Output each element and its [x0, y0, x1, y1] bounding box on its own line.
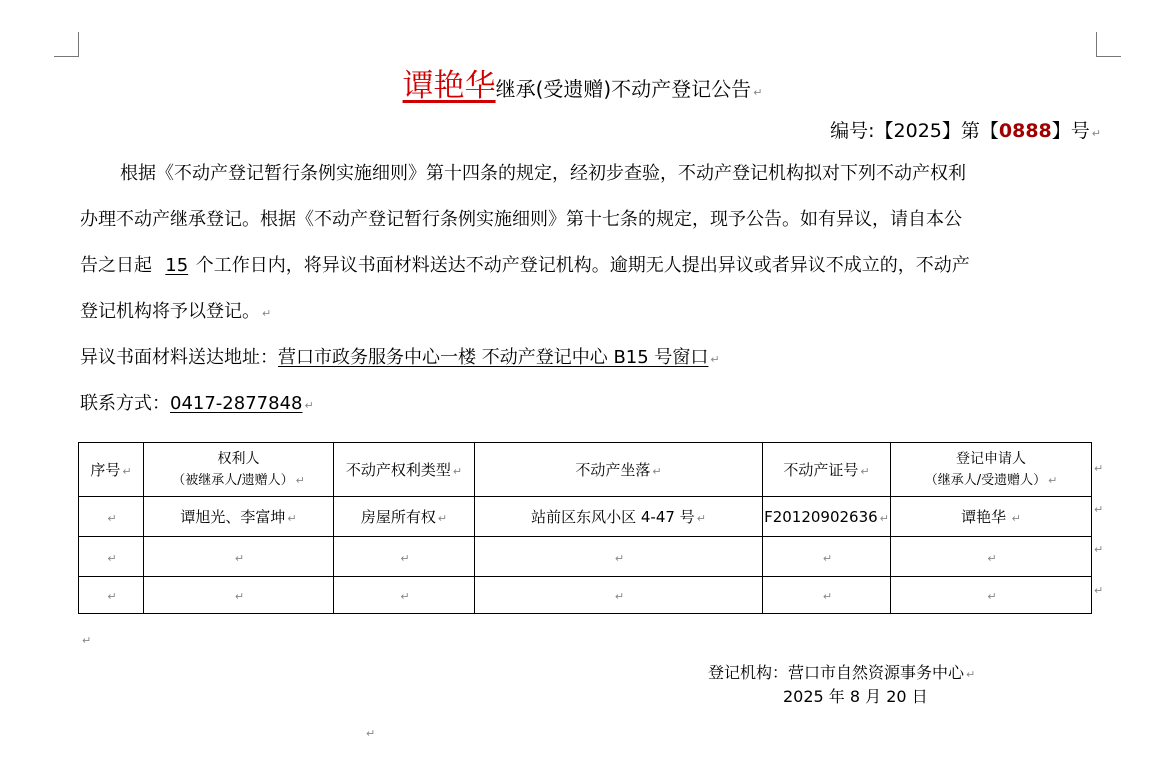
body-line-3	[80, 242, 970, 289]
page-corner-mark-top-left	[54, 32, 79, 57]
notice-number	[830, 116, 1101, 143]
paragraph-mark-icon: ↵	[262, 307, 272, 320]
cell-empty: ↵	[475, 577, 763, 614]
header-location: 不动产坐落 ↵	[475, 443, 763, 497]
objection-days: 15	[165, 255, 189, 276]
cell-empty: ↵	[763, 537, 891, 577]
paragraph-mark-icon: ↵	[1091, 127, 1101, 140]
contact-phone: 0417-2877848	[170, 393, 303, 414]
notice-date: 2025 年 8 月 20 日	[783, 687, 928, 706]
registration-agency	[708, 660, 975, 683]
header-seq: 序号 ↵	[79, 443, 144, 497]
cell-empty: ↵	[79, 577, 144, 614]
address-label: 异议书面材料送达地址：	[80, 347, 278, 368]
title-name: 谭艳华	[402, 68, 496, 104]
body-line-4-text: 登记机构将予以登记。	[80, 301, 260, 322]
number-prefix: 编号:【2025】第【	[830, 120, 999, 142]
title-text: 继承(受遗赠)不动产登记公告	[495, 77, 752, 101]
header-owner-line2: （被继承人/遗赠人） ↵	[172, 472, 305, 488]
objection-address	[80, 334, 720, 383]
paragraph-mark-icon: ↵	[966, 668, 976, 681]
body-line-1: 根据《不动产登记暂行条例实施细则》第十四条的规定，经初步查验，不动产登记机构拟对下列不动产权利	[120, 163, 966, 184]
row-end-mark-icon: ↵	[1094, 462, 1104, 475]
header-applicant-line2: （继承人/受遗赠人） ↵	[924, 472, 1058, 488]
header-owner	[144, 443, 334, 497]
row-end-mark-icon: ↵	[1094, 503, 1104, 516]
cell-empty: ↵	[334, 577, 475, 614]
header-applicant	[891, 443, 1092, 497]
table-row	[79, 537, 1092, 577]
body-line-2: 办理不动产继承登记。根据《不动产登记暂行条例实施细则》第十七条的规定，现予公告。如有异议，请自本公	[80, 209, 962, 230]
number-suffix: 】号	[1051, 120, 1090, 142]
registration-table	[78, 442, 1092, 614]
header-right-type: 不动产权利类型 ↵	[334, 443, 475, 497]
cell-location: 站前区东风小区 4-47 号 ↵	[475, 497, 763, 537]
cell-applicant: 谭艳华 ↵	[891, 497, 1092, 537]
body-line-4	[80, 288, 271, 337]
page-corner-mark-top-right	[1096, 32, 1121, 57]
number-value: 0888	[998, 120, 1052, 142]
body-line-3-post: 个工作日内，将异议书面材料送达不动产登记机构。逾期无人提出异议或者异议不成立的，不动产	[195, 255, 970, 276]
cell-empty: ↵	[79, 537, 144, 577]
cell-cert-no: F20120902636 ↵	[763, 497, 891, 537]
row-end-mark-icon: ↵	[1094, 543, 1104, 556]
header-applicant-line1: 登记申请人	[956, 450, 1026, 467]
header-owner-line1: 权利人	[217, 450, 260, 467]
cell-empty: ↵	[144, 537, 334, 577]
cell-empty: ↵	[144, 577, 334, 614]
header-cert-no: 不动产证号 ↵	[763, 443, 891, 497]
contact-info	[80, 380, 314, 429]
body-line-3-pre: 告之日起	[80, 255, 152, 276]
cell-empty: ↵	[475, 537, 763, 577]
table-header-row	[79, 443, 1092, 497]
notice-title	[0, 60, 1165, 105]
paragraph-mark-icon: ↵	[710, 353, 720, 366]
cell-seq: ↵	[79, 497, 144, 537]
cell-empty: ↵	[763, 577, 891, 614]
cell-empty: ↵	[891, 537, 1092, 577]
contact-label: 联系方式：	[80, 393, 170, 414]
cell-empty: ↵	[334, 537, 475, 577]
table-row	[79, 497, 1092, 537]
paragraph-mark-icon: ↵	[366, 727, 376, 740]
row-end-mark-icon: ↵	[1094, 584, 1104, 597]
paragraph-mark-icon: ↵	[82, 634, 92, 647]
cell-empty: ↵	[891, 577, 1092, 614]
paragraph-mark-icon: ↵	[304, 399, 314, 412]
paragraph-mark-icon: ↵	[753, 86, 763, 99]
cell-owner: 谭旭光、李富坤 ↵	[144, 497, 334, 537]
agency-text: 登记机构：营口市自然资源事务中心	[708, 663, 965, 682]
table-row	[79, 577, 1092, 614]
address-value: 营口市政务服务中心一楼 不动产登记中心 B15 号窗口	[278, 347, 709, 368]
cell-right-type: 房屋所有权 ↵	[334, 497, 475, 537]
